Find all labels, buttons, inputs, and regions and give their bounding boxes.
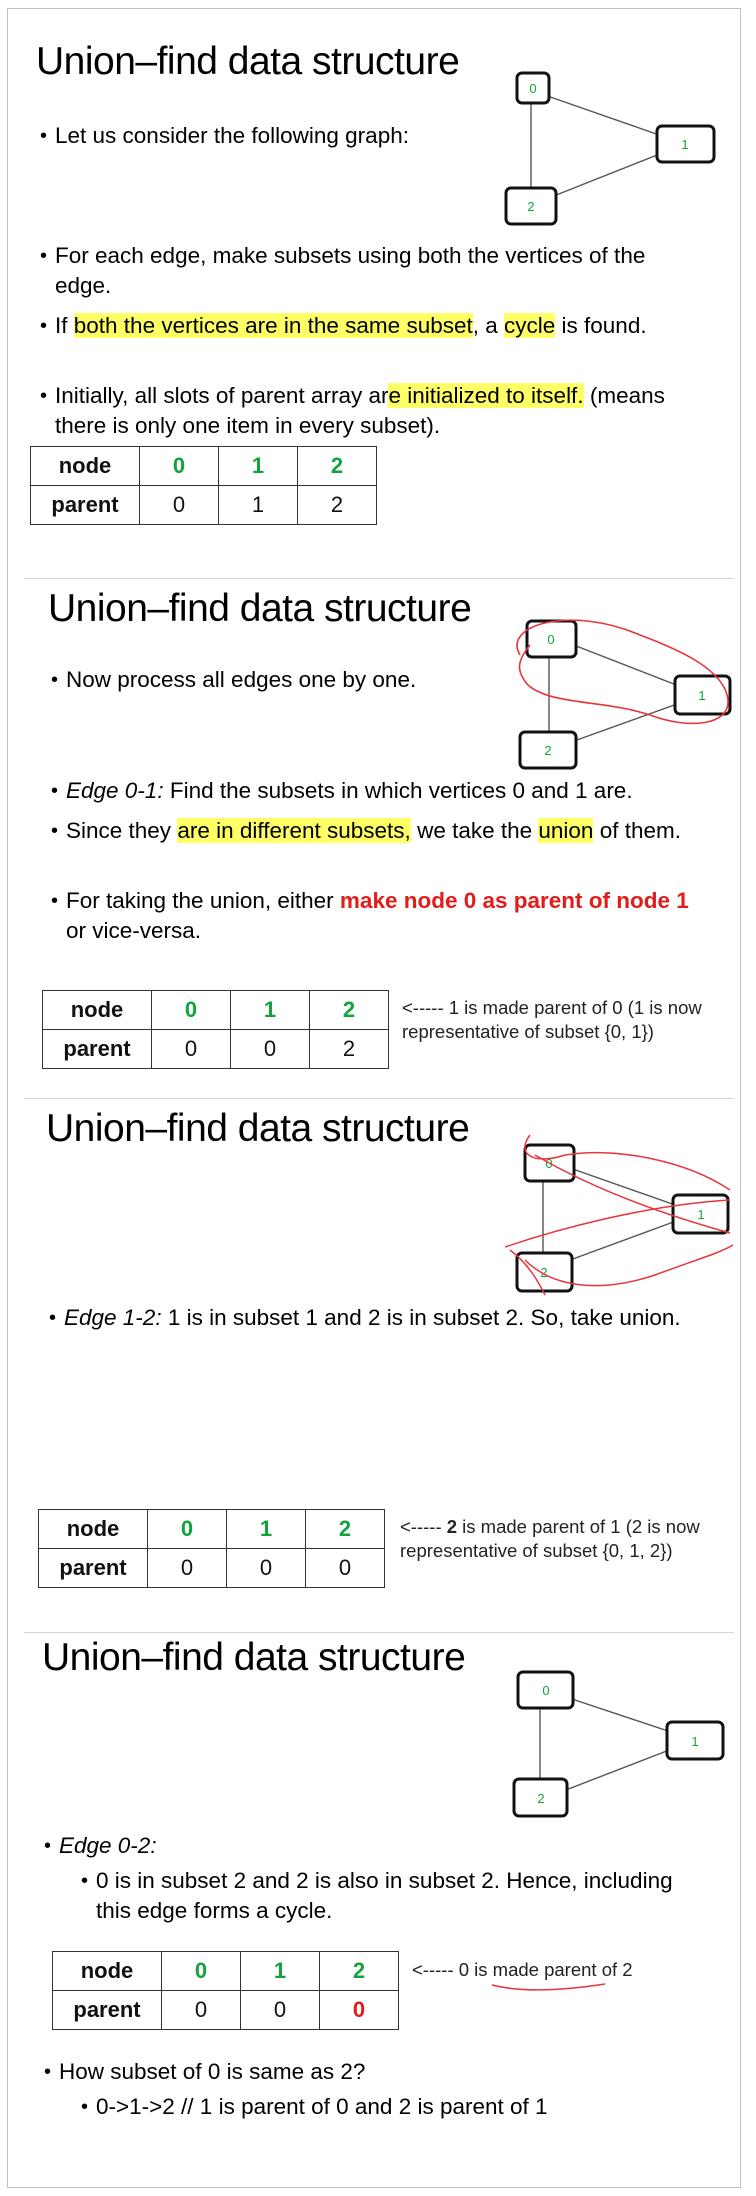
parent-table	[42, 990, 389, 1069]
graph-node-2	[517, 1253, 572, 1291]
svg-text:0: 0	[529, 81, 537, 96]
table-row: parent 0 0 0	[39, 1549, 385, 1588]
graph-node-1	[667, 1722, 723, 1759]
bullet-make-subsets: • For each edge, make subsets using both the vertices of the edge.	[40, 243, 646, 298]
slide-separator	[24, 1098, 734, 1099]
hand-drawn-underline	[490, 1980, 610, 1994]
graph-node-1	[675, 676, 730, 714]
bullet-consider-graph: • Let us consider the following graph:	[40, 123, 409, 148]
graph-diagram	[500, 70, 720, 230]
slide-title: Union–find data structure	[36, 40, 460, 83]
table-row: parent 0 1 2	[31, 486, 377, 525]
svg-text:1: 1	[697, 1207, 705, 1222]
svg-text:0: 0	[547, 632, 555, 647]
graph-node-1	[657, 126, 714, 162]
table-note: <----- 0 is made parent of 2	[412, 1959, 633, 1980]
graph-node-0	[518, 1672, 573, 1708]
graph-node-2	[520, 732, 576, 768]
bullet-different-subsets: • Since they are in different subsets, we take the union of them.	[51, 818, 681, 843]
graph-diagram	[505, 1665, 735, 1835]
table-row: node 0 1 2	[53, 1952, 399, 1991]
table-row: node 0 1 2	[39, 1510, 385, 1549]
parent-table	[30, 446, 377, 525]
slide-separator	[24, 1632, 734, 1633]
slide-title: Union–find data structure	[42, 1636, 466, 1679]
slide-title: Union–find data structure	[46, 1107, 470, 1150]
table-row: node 0 1 2	[43, 991, 389, 1030]
bullet-how-subset: • How subset of 0 is same as 2?	[44, 2059, 366, 2084]
svg-text:2: 2	[540, 1265, 548, 1280]
bullet-edge-0-2: • Edge 0-2:	[44, 1833, 157, 1858]
parent-table	[52, 1951, 399, 2030]
graph-diagram	[505, 1135, 735, 1295]
slide-separator	[24, 578, 734, 579]
bullet-same-subset: • If both the vertices are in the same subset, a cycle is found.	[40, 313, 647, 338]
parent-table	[38, 1509, 385, 1588]
svg-text:0: 0	[545, 1156, 553, 1171]
table-row: parent 0 0 2	[43, 1030, 389, 1069]
table-note: <----- 1 is made parent of 0 (1 is now representative of subset {0, 1})	[402, 997, 702, 1042]
table-note: <----- 2 is made parent of 1 (2 is now representative of subset {0, 1, 2})	[400, 1516, 700, 1561]
bullet-edge-0-1: • Edge 0-1: Find the subsets in which vertices 0 and 1 are.	[51, 778, 633, 803]
graph-node-0	[517, 73, 549, 103]
svg-text:2: 2	[527, 199, 535, 214]
table-row: parent 0 0 0	[53, 1991, 399, 2030]
bullet-process-edges: • Now process all edges one by one.	[51, 667, 417, 692]
slide-title: Union–find data structure	[48, 587, 472, 630]
bullet-initialized: • Initially, all slots of parent array are initialized to itself. (means there is only one item in every subset).	[40, 383, 665, 438]
graph-diagram	[510, 615, 730, 775]
bullet-forms-cycle: • 0 is in subset 2 and 2 is also in subset 2. Hence, including this edge forms a cycle.	[81, 1868, 673, 1923]
bullet-edge-1-2: • Edge 1-2: 1 is in subset 1 and 2 is in subset 2. So, take union.	[49, 1305, 681, 1330]
graph-node-2	[506, 188, 556, 224]
svg-text:2: 2	[544, 743, 552, 758]
svg-text:1: 1	[681, 137, 689, 152]
table-row: node 0 1 2	[31, 447, 377, 486]
bullet-parent-chain: • 0->1->2 // 1 is parent of 0 and 2 is parent of 1	[81, 2094, 548, 2119]
svg-text:2: 2	[537, 1791, 545, 1806]
graph-node-2	[514, 1779, 567, 1816]
svg-text:0: 0	[542, 1683, 550, 1698]
svg-text:1: 1	[691, 1734, 699, 1749]
bullet-taking-union: • For taking the union, either make node 0 as parent of node 1 or vice-versa.	[51, 888, 689, 943]
svg-text:1: 1	[698, 688, 706, 703]
